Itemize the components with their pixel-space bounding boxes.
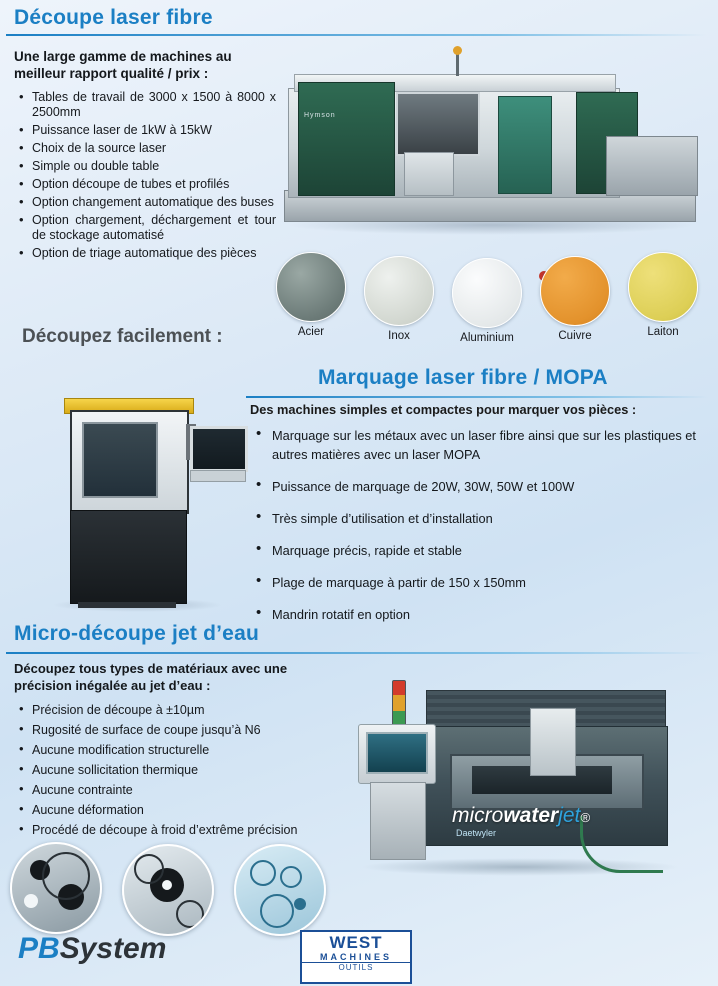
material-swatch-disc xyxy=(276,252,346,322)
list-item: • Simple ou double table xyxy=(16,159,276,174)
keyboard-tray xyxy=(190,470,246,482)
list-item: • Puissance de marquage de 20W, 30W, 50W et 100W xyxy=(250,477,702,496)
machine-feet xyxy=(78,602,176,608)
material-swatch-disc xyxy=(628,252,698,322)
material-label: Acier xyxy=(297,326,325,338)
waterjet-machine-photo xyxy=(340,646,708,882)
material-label: Inox xyxy=(388,330,410,342)
laser-intro-text: Une large gamme de machines au meilleur rapport qualité / prix : xyxy=(14,49,232,81)
material-cuivre xyxy=(540,256,610,342)
company-logo xyxy=(18,932,166,966)
signal-tower-icon xyxy=(392,680,406,728)
material-swatch-disc xyxy=(364,256,434,326)
material-swatch-disc xyxy=(540,256,610,326)
material-laiton xyxy=(628,252,698,338)
waterjet-subbrand-label: Daetwyler xyxy=(456,828,497,838)
west-logo-line1: WEST xyxy=(329,933,383,952)
monitor-screen xyxy=(190,426,248,472)
sample-detail xyxy=(260,894,294,928)
material-inox xyxy=(364,256,434,342)
brand-registered-mark: ® xyxy=(580,810,590,825)
waterjet-feature-list xyxy=(16,702,356,842)
marking-feature-list xyxy=(250,426,702,637)
machine-signal-tower xyxy=(456,52,459,76)
laser-marking-machine-photo xyxy=(40,366,250,616)
material-label: Laiton xyxy=(647,326,679,338)
list-item: • Option découpe de tubes et profilés xyxy=(16,177,276,192)
list-item: • Procédé de découpe à froid d’extrême précision xyxy=(16,822,356,838)
sample-detail xyxy=(134,854,164,884)
sample-part-2 xyxy=(122,844,214,936)
list-item: • Puissance laser de 1kW à 15kW xyxy=(16,123,276,138)
sample-detail xyxy=(250,860,276,886)
marking-intro-text: Des machines simples et compactes pour marquer vos pièces : xyxy=(250,402,637,417)
machine-door-window xyxy=(82,422,158,498)
material-acier xyxy=(276,252,346,338)
cnc-screen xyxy=(366,732,428,774)
laser-cutting-machine-photo xyxy=(276,40,708,250)
logo-prefix: PB xyxy=(18,932,60,965)
sample-detail xyxy=(280,866,302,888)
brand-part-jet: jet xyxy=(558,804,581,827)
sample-part-1 xyxy=(10,842,102,934)
divider-marking xyxy=(246,396,708,398)
list-item: • Aucune déformation xyxy=(16,802,356,818)
sample-detail xyxy=(42,852,90,900)
machine-base-cabinet xyxy=(70,510,187,604)
list-item: • Rugosité de surface de coupe jusqu’à N6 xyxy=(16,722,356,738)
west-machines-logo xyxy=(300,930,412,984)
signal-lamp-icon xyxy=(453,46,462,55)
list-item: • Option chargement, déchargement et tour de stockage automatisé xyxy=(16,213,276,243)
list-item: • Marquage précis, rapide et stable xyxy=(250,541,702,560)
list-item: • Très simple d’utilisation et d’installation xyxy=(250,509,702,528)
section-title-marking: Marquage laser fibre / MOPA xyxy=(318,366,608,389)
sample-parts-photos xyxy=(6,842,358,934)
sample-detail xyxy=(162,880,172,890)
waterjet-intro-text: Découpez tous types de matériaux avec une précision inégalée au jet d’eau : xyxy=(14,661,288,693)
list-item: • Aucune modification structurelle xyxy=(16,742,356,758)
section-title-waterjet: Micro-découpe jet d’eau xyxy=(14,622,259,645)
machine-exchange-table xyxy=(606,136,698,196)
material-swatch-disc xyxy=(452,258,522,328)
material-label: Aluminium xyxy=(460,332,514,344)
brand-part-water: water xyxy=(503,804,559,827)
material-swatches xyxy=(276,252,706,350)
cutting-head xyxy=(530,708,576,776)
laser-subtitle: Découpez facilement : xyxy=(22,326,223,347)
list-item: • Option de triage automatique des pièces xyxy=(16,246,276,261)
sample-part-3 xyxy=(234,844,326,936)
list-item: • Précision de découpe à ±10µm xyxy=(16,702,356,718)
list-item: • Marquage sur les métaux avec un laser fibre ainsi que sur les plastiques et autres matières avec un laser MOPA xyxy=(250,426,702,464)
list-item: • Tables de travail de 3000 x 1500 à 8000 x 2500mm xyxy=(16,90,276,120)
list-item: • Option changement automatique des buses xyxy=(16,195,276,210)
list-item: • Mandrin rotatif en option xyxy=(250,605,702,624)
waterjet-brand-label xyxy=(452,804,590,828)
sample-detail xyxy=(176,900,204,928)
list-item: • Choix de la source laser xyxy=(16,141,276,156)
sample-detail xyxy=(24,894,38,908)
west-logo-line3: OUTILS xyxy=(302,962,410,972)
sample-detail xyxy=(294,898,306,910)
machine-brand-label: Hymson xyxy=(304,112,336,119)
material-aluminium xyxy=(452,258,522,344)
machine-window xyxy=(396,92,480,156)
list-item: • Aucune contrainte xyxy=(16,782,356,798)
machine-teal-panel xyxy=(498,96,552,194)
machine-green-panel-left xyxy=(298,82,395,196)
list-item: • Aucune sollicitation thermique xyxy=(16,762,356,778)
laser-feature-list xyxy=(16,90,276,264)
divider-laser xyxy=(6,34,706,36)
west-logo-line2: MACHINES xyxy=(319,952,392,962)
machine-control-panel xyxy=(404,152,454,196)
section-title-laser: Découpe laser fibre xyxy=(14,6,213,29)
list-item: • Plage de marquage à partir de 150 x 150mm xyxy=(250,573,702,592)
cnc-pedestal xyxy=(370,782,426,860)
material-label: Cuivre xyxy=(558,330,592,342)
logo-suffix: System xyxy=(59,932,167,965)
brand-part-micro: micro xyxy=(452,804,504,827)
